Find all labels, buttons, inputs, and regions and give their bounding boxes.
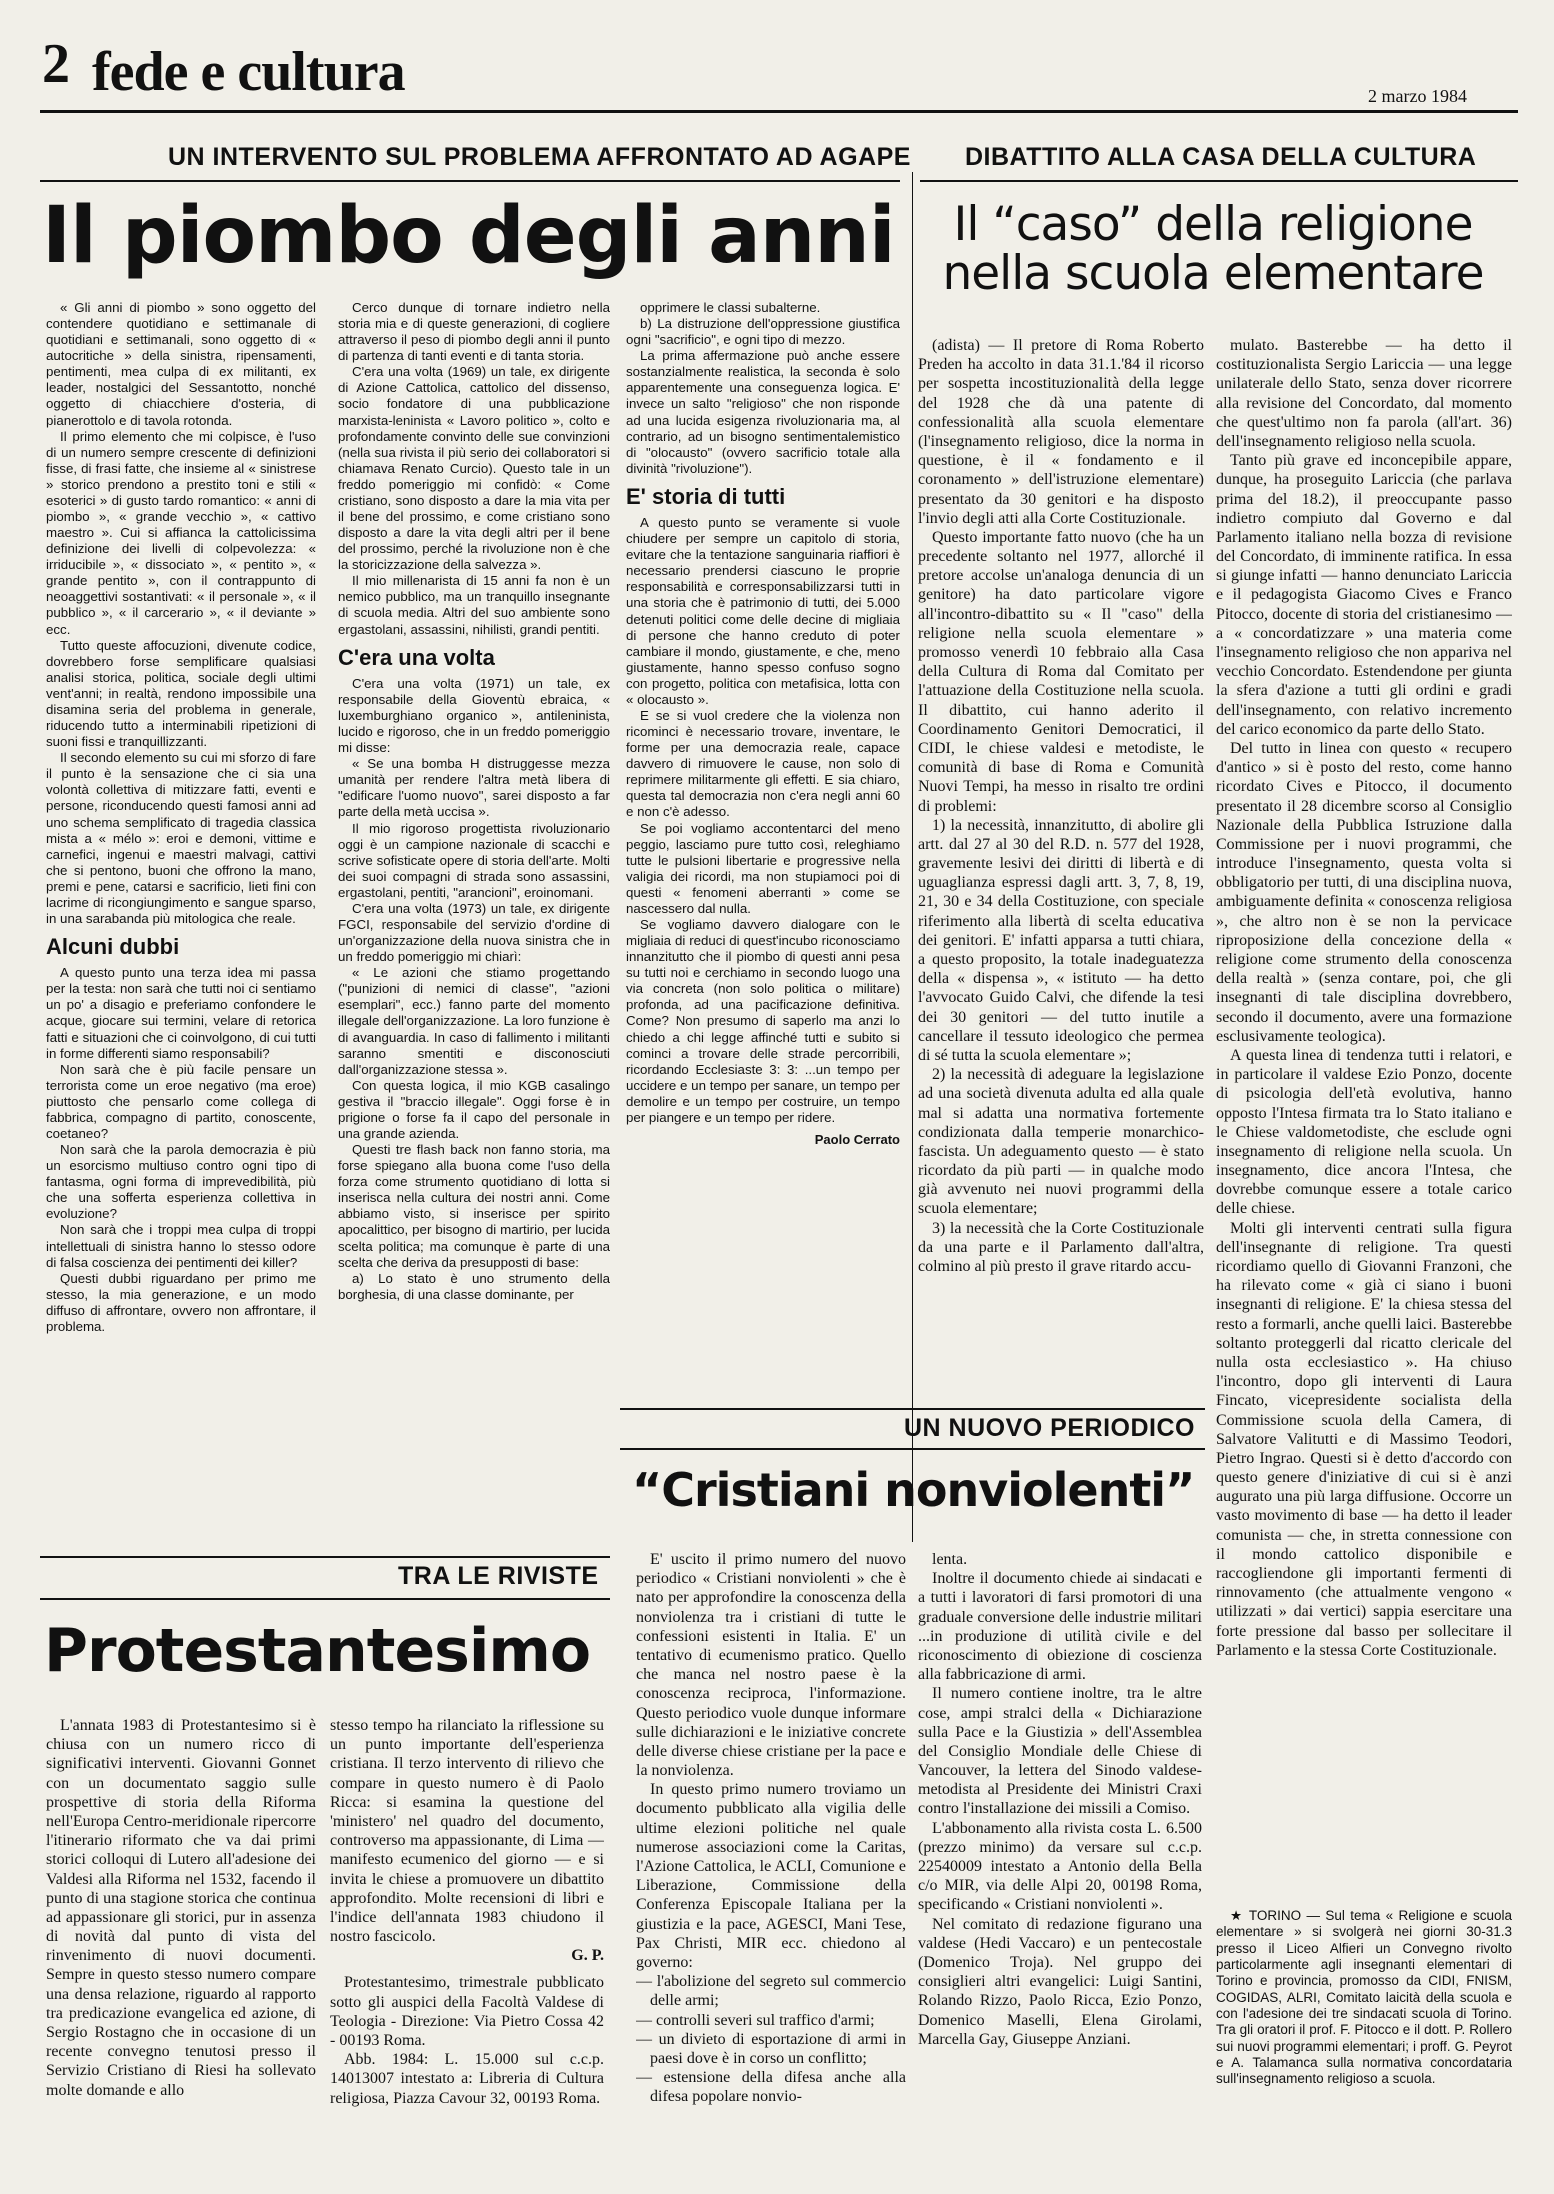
paragraph: Tutto queste affocuzioni, divenute codice, dovrebbero forse semplificare qualsiasi analisi storica, politica, sociale degli ultimi vent'anni; in realtà, rendono impossibile una disamina seria del problema in generale, riducendo tutto a interminabili ripetizioni di suoni fissi e tranquillizzanti. [46, 637, 316, 750]
paragraph: stesso tempo ha rilanciato la riflessione su un punto importante dell'esperienza cristiana. Il terzo intervento di rilievo che compare in questo numero è di Paolo Ricca: si esamina la questione del 'ministero' nel quadro del documento, controverso ma appassionante, di Lima — manifesto ecumenico del giorno — e si invita le chiese a promuovere un dibattito approfondito. Molte recensioni di libri e l'indice dell'annata 1983 chiudono il nostro fascicolo. [330, 1717, 604, 1946]
paragraph: ★ TORINO — Sul tema « Religione e scuola elementare » si svolgerà nei giorni 30-31.3 presso il Liceo Alfieri un Convegno rivolto particolarmente agli insegnanti elementari di Torino e provincia, promosso da CIDI, FNISM, COGIDAS, ALRI, Comitato laicità della scuola e con l'adesione dei tre sindacati scuola di Torino. Tra gli oratori il prof. F. Pitocco e il dott. P. Rollero sui nuovi programmi elementari; i proff. G. Peyrot e A. Talamanca sulla normativa concordataria sull'insegnamento religioso a scuola. [1216, 1908, 1512, 2087]
list-item: — l'abolizione del segreto sul commercio delle armi; [636, 1973, 906, 2010]
list-item: — estensione della difesa anche alla difesa popolare nonvio- [636, 2069, 906, 2106]
paragraph: lenta. [932, 1551, 968, 1568]
paragraph: Questo importante fatto nuovo (che ha un precedente soltanto nel 1977, allorché il pretore accolse un'analoga denuncia di un genitore) ha dato particolare vigore all'incontro-dibattito su « Il "caso" della religione nella scuola elementare » promosso venerdì 10 febbraio alla Casa della Cultura di Roma dal Comitato per l'attuazione della Costituzione nella scuola. Il dibattito, cui hanno aderito il Coordinamento Genitori Democratici, il CIDI, le chiese valdesi e metodiste, le comunità di base di Roma e Comunità Nuovi Tempi, ha messo in risalto tre ordini di problemi: [918, 528, 1204, 815]
subscription-info: Abb. 1984: L. 15.000 sul c.c.p. 14013007 intestato a: Libreria di Cultura religiosa, Piazza Cavour 32, 00193 Roma. [330, 2051, 604, 2107]
paragraph: L'annata 1983 di Protestantesimo si è chiusa con un numero ricco di significativi interventi. Giovanni Gonnet con un documentato saggio sulle prospettive di storia della Riforma nell'Europa Centro-meridionale ripercorre l'itinerario riformato che va dai primi storici colloqui di Lutero all'adesione dei Valdesi alla Riforma nel 1532, facendo il punto di una stagione storica che continua ad appassionare gli storici, pur in assenza di novità dal punto di vista del rinvenimento di nuovi documenti. Sempre in questo stesso numero compare una densa relazione, riguardo al rapporto tra predicazione evangelica ed azione, di Sergio Rostagno che in occasione di un recente convegno tenutosi presso il Servizio Cristiano di Riesi ha sollevato molte domande e allo [46, 1717, 316, 2099]
paragraph: Il primo elemento che mi colpisce, è l'uso di un numero sempre crescente di definizioni fisse, di frasi fatte, che insieme al « sinistrese » storico prendono a prestito toni e stili « esoterici » di gusto tardo romantico: « anni di piombo », « grande vecchio », « cattivo maestro ». Cui si affianca la cattolicissima definizione dei livelli di colpevolezza: « irriducibile », « dissociato », « pentito », « grande pentito », con il contrappunto di neoaggettivi sostantivati: « il personale », « il pubblico », « il carcerario », « il deviante » ecc. [46, 428, 316, 637]
headline-protestantesimo: Protestantesimo [44, 1616, 591, 1686]
paragraph: opprimere le classi subalterne. [640, 300, 821, 315]
paragraph: C'era una volta (1973) un tale, ex dirigente FGCI, responsabile del servizio d'ordine di un'organizzazione della nuova sinistra che in un freddo pomeriggio mi chiarì: [338, 900, 610, 965]
paragraph: L'abbonamento alla rivista costa L. 6.500 (prezzo minimo) da versare sul c.c.p. 22540009 intestato a Antonio della Bella c/o MIR, via delle Alpi 20, 00198 Roma, specificando « Cristiani nonviolenti ». [918, 1819, 1202, 1914]
paragraph: Nel comitato di redazione figurano una valdese (Hedi Vaccaro) e un pentecostale (Domenico Troja). Nel gruppo dei consiglieri altri evangelici: Luigi Santini, Rolando Rizzo, Paolo Ricca, Ezio Ponzo, Domenico Maselli, Elena Girolami, Marcella Gay, Giuseppe Anziani. [918, 1915, 1202, 2048]
paragraph: Se vogliamo davvero dialogare con le migliaia di reduci di quest'incubo riconosciamo innanzitutto che il piombo di questi anni pesa su tutti noi e cerchiamo in secondo luogo una via concreta (non solo politica o militare) profonda, ad una pacificazione definitiva. Come? Non presumo di saperlo ma anzi lo chiedo a chi legge affinché tutti e subito si cominci a trovare delle strade percorribili, ricordando Ecclesiaste 3: 3: ...un tempo per uccidere e un tempo per sanare, un tempo per demolire e un tempo per costruire, un tempo per piangere e un tempo per ridere. [626, 917, 900, 1125]
cristiani-column-1 [636, 1550, 906, 2190]
section-title: fede e cultura [92, 41, 405, 103]
paragraph: « Gli anni di piombo » sono oggetto del contendere quotidiano e settimanale di quotidiani e settimanali, sono oggetto di « autocritiche » della sinistra, ripensamenti, pentimenti, mea culpa di ex militanti, ex leader, nostalgici del Sessantotto, nonché oggetto di chiacchiere d'osteria, di pianerottolo e di tavola rotonda. [46, 300, 316, 428]
subhead-cera-una-volta: C'era una volta [338, 644, 495, 670]
protestantesimo-column-2 [330, 1716, 604, 2190]
paragraph: « Se una bomba H distruggesse mezza umanità per rendere l'altra metà libera di "edificare l'uomo nuovo", sarei disposto a far parte della metà uccisa ». [338, 756, 610, 820]
list-item: — un divieto di esportazione di armi in paesi dove è in corso un conflitto; [636, 2030, 906, 2067]
author-signature: Paolo Cerrato [814, 1132, 900, 1148]
paragraph: Non sarà che è più facile pensare un terrorista come un eroe negativo (ma eroe) piuttosto che pensarlo come collega di fabbrica, compagno di partito, conoscente, coetaneo? [46, 1061, 316, 1142]
kicker-mid-rule-top [620, 1408, 1205, 1410]
piombo-column-1 [46, 300, 316, 1540]
list-item: — controlli severi sul traffico d'armi; [636, 2011, 875, 2029]
paragraph: La prima affermazione può anche essere sostanzialmente realistica, la seconda è solo apparentemente una conseguenza logica. E' invece un salto "religioso" che non risponde ad una lucida esigenza rivoluzionaria ma, al contrario, ad un bisogno sentimentalemistico di "olocausto" (ovvero sacrificio totale alla divinità "rivoluzione"). [626, 348, 900, 476]
paragraph: 3) la necessità che la Corte Costituzionale da una parte e il Parlamento dall'altra, colmino al più presto il grave ritardo accu- [918, 1219, 1204, 1275]
paragraph: 2) la necessità di adeguare la legislazione ad una società divenuta adulta ed alla quale mal si adatta una normativa fortemente condizionata dalla temperie monarchico-fascista. Un adeguamento questo — è stato ricordato da più parti — in qualche modo già avvenuto nei nuovi programmi della scuola elementare; [918, 1066, 1204, 1218]
paragraph: Cerco dunque di tornare indietro nella storia mia e di queste generazioni, di cogliere attraverso il peso di piombo degli anni il punto di partenza di tanti eventi e di tanta storia. [338, 300, 610, 364]
kicker-left-rule [40, 180, 900, 182]
paragraph: Inoltre il documento chiede ai sindacati e a tutti i lavoratori di farsi promotori di una graduale conversione delle industrie militari ...in produzione di utilità civile e del riconoscimento di obiezione di coscienza alla fabbricazione di armi. [918, 1570, 1202, 1684]
page-number: 2 [42, 33, 70, 95]
paragraph: Non sarà che i troppi mea culpa di troppi intellettuali di sinistra hanno lo stesso odore di falsa coscienza dei pentimenti dei killer? [46, 1222, 316, 1270]
protestantesimo-column-1 [46, 1716, 316, 2190]
paragraph: Molti gli interventi centrati sulla figura dell'insegnante di religione. Tra questi ricordiamo quello di Giovanni Franzoni, che ha rilevato come « già ci siano i buoni insegnanti di religione. E' la chiesa stessa del resto a formarli, anche quelli laici. Basterebbe soltanto proteggerli dal ricatto clericale del nulla osta ecclesiastico ». Ha chiuso l'incontro, dopo gli interventi di Laura Fincato, vicepresidente socialista della Commissione scuola della Camera, di Salvatore Valitutti e di Massimo Teodori, Pietro Ingrao. Questi si è detto d'accordo con questo genere d'iniziative di cui si è anzi augurato una più larga diffusione. Occorre un vasto movimento di base — ha detto il leader comunista — che, in stretta connessione con il mondo cattolico disponibile e raccogliendone gli importanti fermenti di rinnovamento (che attualmente vengono « utilizzati » dai vertici) sappia esercitare una forte pressione dal basso per sollecitare il Parlamento e la stessa Corte Costituzionale. [1216, 1219, 1512, 1659]
subhead-storia-di-tutti: E' storia di tutti [626, 483, 786, 509]
kicker-right: DIBATTITO ALLA CASA DELLA CULTURA [965, 143, 1477, 171]
paragraph: Il secondo elemento su cui mi sforzo di fare il punto è la sensazione che ci sia una volontà collettiva di mitizzare fatti, eventi e persone, riconducendo questi famosi anni ad uno schema semplificato di tragedia classica mista a « mélo »: eroi e demoni, vittime e carnefici, ingenui e maestri malvagi, cattivi che si pentono, buoni che offrono la mano, premi e pene, catarsi e sacrificio, lieti fini con lacrime di ricongiungimento e sangue sparso, in una sarabanda più mitologica che reale. [46, 750, 316, 926]
paragraph: « Le azioni che stiamo progettando ("punizioni di nemici di classe", "azioni esemplari", ecc.) fanno parte del momento illegale dell'organizzazione. La loro funzione è di avanguardia. In caso di fallimento i militanti saranno smentiti e disconosciuti dall'organizzazione stessa ». [338, 965, 610, 1077]
paragraph: A questa linea di tendenza tutti i relatori, e in particolare il valdese Ezio Ponzo, docente di psicologia dell'età evolutiva, hanno opposto l'Intesa firmata tra lo Stato italiano e le Chiese valdometodiste, che esclude ogni insegnamento di religione nella scuola. Un insegnamento, dice ancora l'Intesa, che dovrebbe comunque essere a totale carico delle chiese. [1216, 1046, 1512, 1218]
cristiani-column-2 [918, 1550, 1202, 2190]
paragraph: 1) la necessità, innanzitutto, di abolire gli artt. dal 27 al 30 del R.D. n. 577 del 1928, gravemente lesivi dei diritti di libertà e di uguaglianza espressi dagli artt. 3, 7, 8, 19, 21, 30 e 34 della Costituzione, con speciale riferimento alla libertà di scelta educativa dei genitori. E' infatti apparsa a tutti chiara, a questo proposito, la totale inadeguatezza della « dispensa », « istituto — ha detto l'avvocato Guido Calvi, che difende la tesi dei 30 genitori — del tutto inutile a cancellare il tessuto ideologico che permea di sé tutta la scuola elementare »; [918, 816, 1204, 1064]
paragraph: b) La distruzione dell'oppressione giustifica ogni "sacrificio", e ogni tipo di mezzo. [626, 316, 900, 348]
torino-notice [1216, 1908, 1512, 2178]
paragraph: (adista) — Il pretore di Roma Roberto Preden ha accolto in data 31.1.'84 il ricorso per sospetta incostituzionalità della legge del 1928 che dà una patente di confessionalità alla scuola elementare (l'insegnamento religioso, dice la norma in questione, è il « fondamento e il coronamento » dell'istruzione elementare) presentato da 30 genitori e ha disposto l'invio degli atti alla Corte Costituzionale. [918, 337, 1204, 527]
kicker-riviste: TRA LE RIVISTE [398, 1562, 599, 1590]
kicker-left: UN INTERVENTO SUL PROBLEMA AFFRONTATO AD AGAPE [168, 143, 911, 171]
paragraph: Se poi vogliamo accontentarci del meno peggio, lasciamo pure tutto così, releghiamo tutte le pulsioni libertarie e progressive nella valigia dei ricordi, ma non stupiamoci poi di questi « fenomeni aberranti » come se nascessero dal nulla. [626, 820, 900, 916]
paragraph: mulato. Basterebbe — ha detto il costituzionalista Sergio Lariccia — una legge unilaterale dello Stato, senza dover ricorrere alla revisione del Concordato, dal momento che quest'ultimo non fa parola (all'art. 36) dell'insegnamento religioso nella scuola. [1216, 337, 1512, 450]
paragraph: Con questa logica, il mio KGB casalingo gestiva il "braccio illegale". Oggi forse è in prigione o forse fa il capo del personale in una grande azienda. [338, 1077, 610, 1142]
headline-cristiani: “Cristiani nonviolenti” [632, 1463, 1195, 1517]
paragraph: Del tutto in linea con questo « recupero d'antico » si è posto del resto, come hanno ricordato Cives e Pitocco, il documento presentato il 28 dicembre scorso al Consiglio Nazionale della Pubblica Istruzione dalla Commissione per i nuovi programmi, che introduce l'insegnamento, questa volta si obbligatorio per tutti, di una disciplina nuova, ambiguamente definita « conoscenza religiosa », che altro non è se non la pervicace riproposizione della concezione della « religione come strumento della conoscenza della realtà » (senza contare, poi, che gli insegnanti di tale disciplina dovrebbero, secondo il documento, avere una formazione esclusivamente teologica). [1216, 739, 1512, 1045]
paragraph: C'era una volta (1971) un tale, ex responsabile della Gioventù ebraica, « luxemburghiano organico », antileninista, lucido e rigoroso, che in un freddo pomeriggio mi disse: [338, 675, 610, 756]
column-divider [912, 172, 913, 1542]
piombo-column-3 [626, 300, 900, 1370]
issue-date: 2 marzo 1984 [1368, 86, 1467, 106]
demands-list [636, 1972, 906, 2106]
kicker-mid-rule [620, 1448, 1205, 1450]
headline-religione: Il “caso” della religione nella scuola elementare [942, 197, 1484, 302]
kicker-mid: UN NUOVO PERIODICO [904, 1414, 1195, 1442]
paragraph: E se si vuol credere che la violenza non ricominci è necessario trovare, inventare, le forme per una democrazia reale, capace davvero di rimuovere le cause, non solo di reprimere militarmente gli effetti. E sia chiaro, questa tal democrazia non c'era negli anni 60 e non c'è adesso. [626, 707, 900, 820]
paragraph: Non sarà che la parola democrazia è più un esorcismo multiuso contro ogni tipo di fantasma, ogni forma di imprevedibilità, più che una sofferta esperienza collettiva in evoluzione? [46, 1142, 316, 1222]
kicker-right-rule [920, 180, 1518, 182]
publication-info: Protestantesimo, trimestrale pubblicato sotto gli auspici della Facoltà Valdese di Teologia - Direzione: Via Pietro Cossa 42 - 00193 Roma. [330, 1974, 604, 2049]
kicker-riviste-rule-top [40, 1556, 610, 1558]
paragraph: A questo punto una terza idea mi passa per la testa: non sarà che tutti noi ci sentiamo un po' a disagio e preferiamo confondere le acque, giocare sui termini, velare di retorica fatti e situazioni che ci coinvolgono, di cui tutti in forme differenti siamo responsabili? [46, 965, 316, 1061]
initials: G. P. [571, 1947, 604, 1965]
paragraph: Il mio millenarista di 15 anni fa non è un nemico pubblico, ma un tranquillo insegnante di scuola media. Altri del suo ambiente sono ergastolani, assassini, nihilisti, grandi pentiti. [338, 573, 610, 637]
paragraph: A questo punto se veramente si vuole chiudere per sempre un capitolo di storia, evitare che la tentazione sanguinaria riaffiori è necessario prendersi ciascuno le proprie responsabilità e corresponsabilizzarsi tutti in una storia che è patrimonio di tutti, dei 5.000 detenuti politici come delle decine di migliaia di persone che hanno creduto di poter cambiare il mondo, giustamente, e che, meno giustamente, hanno spesso confuso sogno con progetto, politica con metafisica, lotta con « olocausto ». [626, 515, 900, 707]
piombo-column-2 [338, 300, 610, 1544]
paragraph: Il mio rigoroso progettista rivoluzionario oggi è un campione nazionale di scacchi e scrive sofisticate opere di storia dell'arte. Molti dei suoi compagni di strada sono assassini, ergastolani, pentiti, "arancioni", eroinomani. [338, 820, 610, 900]
paragraph: In questo primo numero troviamo un documento pubblicato alla vigilia delle ultime elezioni politiche nel quale numerose associazioni come la Caritas, l'Azione Cattolica, le ACLI, Comunione e Liberazione, Commissione della Conferenza Episcopale Italiana per la giustizia e la pace, AGESCI, Mani Tese, Pax Christi, MIR ecc. chiedono al governo: [636, 1781, 906, 1971]
religione-column-2 [1216, 336, 1512, 1898]
paragraph: Il numero contiene inoltre, tra le altre cose, ampi stralci della « Dichiarazione sulla Pace e la Giustizia » dell'Assemblea del Consiglio Mondiale delle Chiese di Vancouver, la lettera del Sinodo valdese-metodista al Presidente dei Ministri Craxi contro l'installazione dei missili a Comiso. [918, 1685, 1202, 1818]
header-rule [40, 110, 1518, 113]
paragraph: Questi tre flash back non fanno storia, ma forse spiegano alla buona come l'uso della forza come strumento quotidiano di lotta si inserisca nella cultura dei nostri anni. Come abbiamo visto, si inserisce per spirito apocalittico, per bisogno di martirio, per lucida scelta politica; ma comunque è parte di una scelta che deriva da presupposti di base: [338, 1142, 610, 1270]
religione-column-1 [918, 336, 1204, 1406]
kicker-riviste-rule [40, 1598, 610, 1600]
subhead-alcuni-dubbi: Alcuni dubbi [46, 934, 180, 960]
paragraph: Questi dubbi riguardano per primo me stesso, la mia generazione, e un modo diffuso di affrontare, ovvero non affrontare, il problema. [46, 1270, 316, 1334]
headline-piombo: Il piombo degli anni [42, 191, 895, 281]
paragraph: C'era una volta (1969) un tale, ex dirigente di Azione Cattolica, cattolico del dissenso, socio fondatore di una pubblicazione marxista-leninista « Lavoro politico », colto e profondamente convinto delle sue convinzioni (nella sua rivista il più serio dei collaboratori si chiamava Renato Curcio). Questo tale in un freddo pomeriggio mi confidò: « Come cristiano, sono disposto a dare la mia vita per il bene del prossimo, e come cristiano sono disposto a dare la vita degli altri per il bene del prossimo, perché la rivoluzione non è che la storicizzazione della salvezza ». [338, 364, 610, 573]
paragraph: a) Lo stato è uno strumento della borghesia, di una classe dominante, per [338, 1270, 610, 1302]
paragraph: E' uscito il primo numero del nuovo periodico « Cristiani nonviolenti » che è nato per approfondire la conoscenza della nonviolenza tra i cristiani di tutte le confessioni esistenti in Italia. E' un tentativo di ecumenismo pratico. Quello che manca nel nostro paese è la conoscenza reciproca, l'informazione. Questo periodico vuole dunque informare sulle dichiarazioni e le iniziative concrete delle diverse chiese cristiane per la pace e la nonviolenza. [636, 1551, 906, 1780]
paragraph: Tanto più grave ed inconcepibile appare, dunque, ha proseguito Lariccia (che parlava prima del 18.2), il preoccupante passo indietro compiuto dal Governo e dal Parlamento italiano nella bozza di revisione del Concordato, di imminente ratifica. In essa si giunge infatti — hanno denunciato Lariccia e il pedagogista Giacomo Cives e Franco Pitocco, docente di storia del cristianesimo — a « concordatizzare » una materia come l'insegnamento religioso che non appariva nel vecchio Concordato. Estendendone per giunta la sfera d'azione a tutti gli ordini e gradi dell'insegnamento, con relativo incremento del carico economico da parte dello Stato. [1216, 452, 1512, 738]
